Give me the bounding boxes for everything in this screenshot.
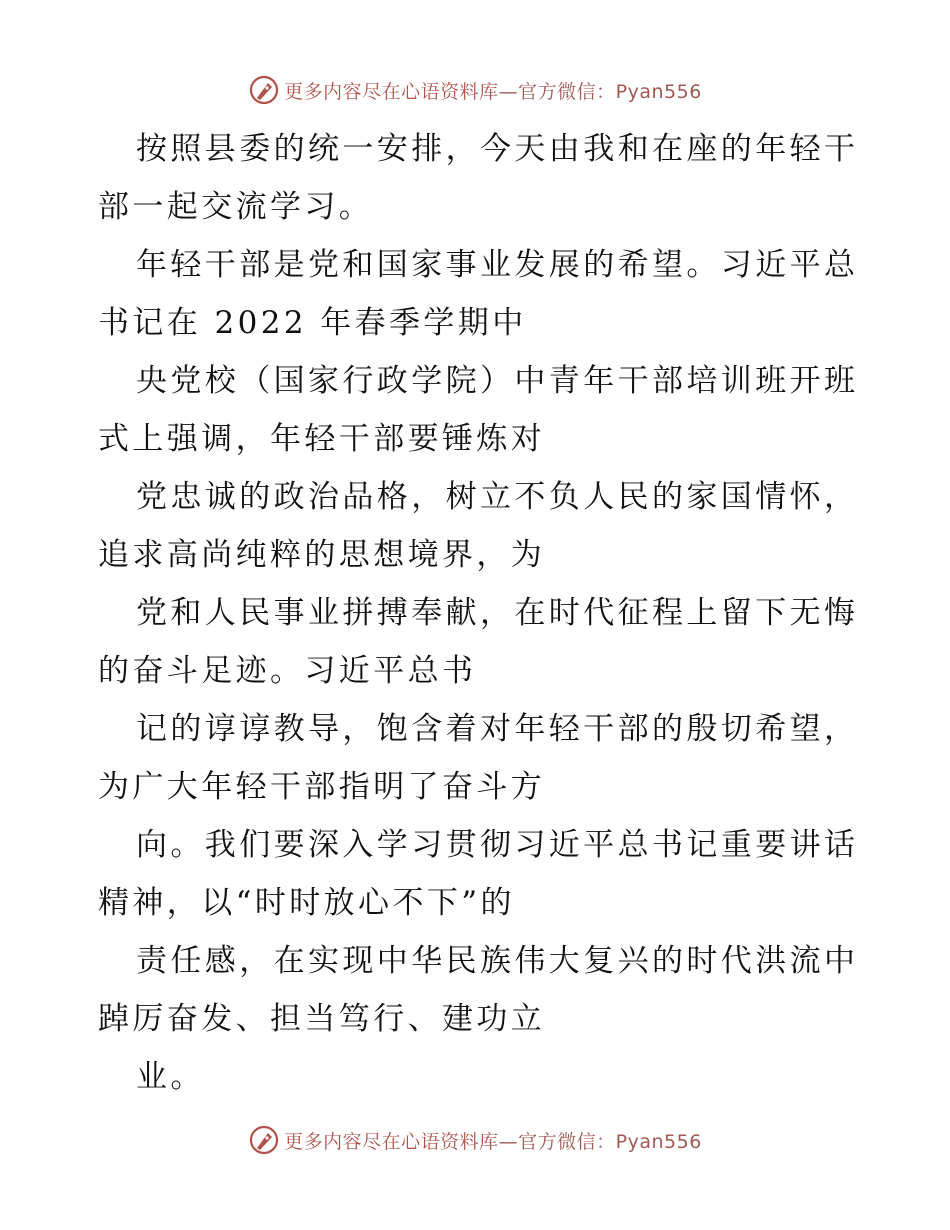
- paragraph-line: 责任感，在实现中华民族伟大复兴的时代洪流中: [136, 943, 858, 979]
- header-banner: [0, 72, 950, 108]
- paragraph-line: 书记在 2022 年春季学期中: [98, 305, 527, 341]
- paragraph-line: 党忠诚的政治品格，树立不负人民的家国情怀，: [136, 479, 858, 515]
- footer-banner-text: [284, 1127, 702, 1154]
- paragraph-line: 部一起交流学习。: [98, 189, 374, 225]
- footer-banner-title: 更多内容尽在心语资料库: [284, 1130, 499, 1153]
- paragraph-line: 式上强调，年轻干部要锤炼对: [98, 421, 546, 457]
- footer-banner: [0, 1122, 950, 1158]
- paragraph-line: 向。我们要深入学习贯彻习近平总书记重要讲话: [136, 827, 858, 863]
- paragraph-line: 业。: [136, 1059, 205, 1095]
- paragraph-line: 为广大年轻干部指明了奋斗方: [98, 769, 546, 805]
- header-banner-title: 更多内容尽在心语资料库: [284, 80, 499, 103]
- paragraph-line: 的奋斗足迹。习近平总书: [98, 653, 477, 689]
- header-banner-contact: —官方微信：Pyan556: [498, 80, 702, 103]
- pen-nib-logo-icon: [248, 74, 280, 106]
- paragraph-line: 年轻干部是党和国家事业发展的希望。习近平总: [136, 247, 858, 283]
- footer-banner-contact: —官方微信：Pyan556: [498, 1130, 702, 1153]
- paragraph-line: 记的谆谆教导，饱含着对年轻干部的殷切希望，: [136, 711, 858, 747]
- paragraph-line: 精神，以“时时放心不下”的: [98, 885, 515, 921]
- paragraph-line: 踔厉奋发、担当笃行、建功立: [98, 1001, 546, 1037]
- paragraph-line: 央党校（国家行政学院）中青年干部培训班开班: [136, 363, 858, 399]
- paragraph-line: 按照县委的统一安排，今天由我和在座的年轻干: [136, 131, 858, 167]
- paragraph-line: 党和人民事业拼搏奉献，在时代征程上留下无悔: [136, 595, 858, 631]
- header-banner-text: [284, 77, 702, 104]
- pen-nib-logo-icon: [248, 1124, 280, 1156]
- document-body: [98, 120, 858, 1106]
- paragraph-line: 追求高尚纯粹的思想境界，为: [98, 537, 546, 573]
